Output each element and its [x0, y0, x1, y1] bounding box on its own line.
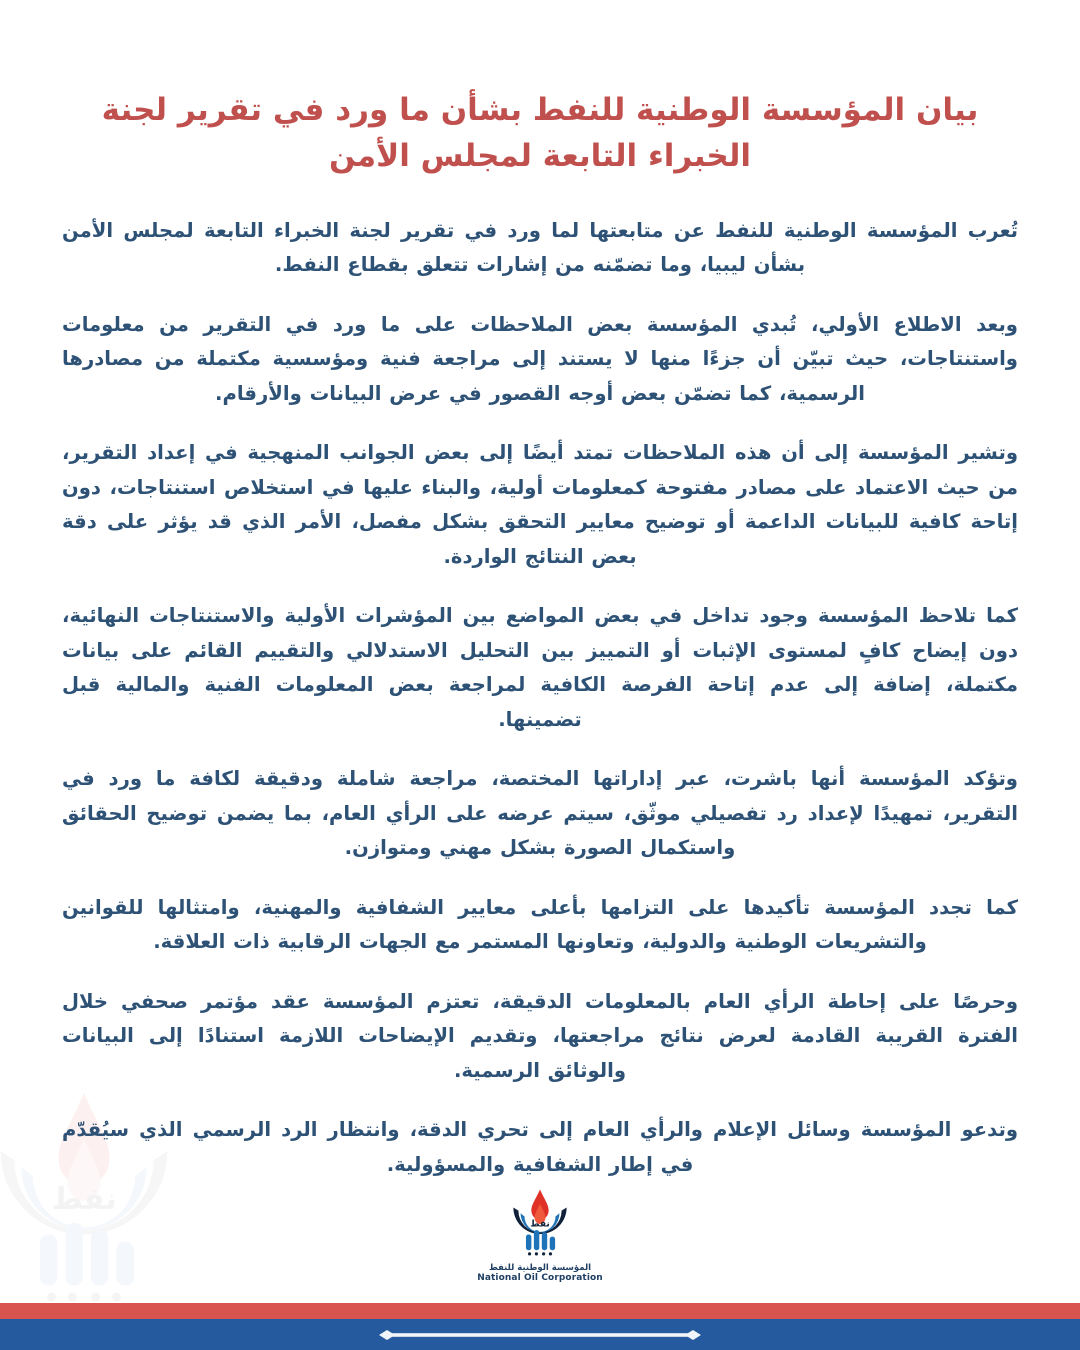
logo-caption-english: National Oil Corporation — [477, 1273, 603, 1283]
logo-caption-arabic: المؤسسة الوطنية للنفط — [488, 1263, 592, 1273]
logo-inner-glyph: نفط — [530, 1219, 550, 1230]
page-title: بيان المؤسسة الوطنية للنفط بشأن ما ورد في تقرير لجنة الخبراء التابعة لمجلس الأمن — [101, 92, 979, 174]
paragraph-3: وتشير المؤسسة إلى أن هذه الملاحظات تمتد أيضًا إلى بعض الجوانب المنهجية في إعداد التقرير، من حيث الاعتماد على مصادر مفتوحة كمعلومات أولية، والبناء عليها في استخلاص استنتاجات، دون إتاحة كافية للبيانات الداعمة أو توضيح معايير التحقق بشكل مفصل، الأمر الذي قد يؤثر على دقة بعض النتائج الواردة. — [62, 441, 1018, 568]
footer-red-stripe — [0, 1303, 1080, 1319]
paragraph-1: تُعرب المؤسسة الوطنية للنفط عن متابعتها لما ورد في تقرير لجنة الخبراء التابعة لمجلس الأمن بشأن ليبيا، وما تضمّنه من إشارات تتعلق بقطاع النفط. — [62, 219, 1018, 277]
paragraph-8: وتدعو المؤسسة وسائل الإعلام والرأي العام إلى تحري الدقة، وانتظار الرد الرسمي الذي سيُقدّم في إطار الشفافية والمسؤولية. — [62, 1118, 1018, 1176]
svg-text:نفط: نفط — [51, 1181, 117, 1217]
paragraph-6: كما تجدد المؤسسة تأكيدها على التزامها بأعلى معايير الشفافية والمهنية، وامتثالها للقوانين والتشريعات الوطنية والدولية، وتعاونها المستمر مع الجهات الرقابية ذات العلاقة. — [62, 895, 1018, 954]
paragraph-5: وتؤكد المؤسسة أنها باشرت، عبر إداراتها المختصة، مراجعة شاملة ودقيقة لكافة ما ورد في التقرير، تمهيدًا لإعداد رد تفصيلي موثّق، سيتم عرضه على الرأي العام، بما يضمن توضيح الحقائق واستكمال الصورة بشكل مهني ومتوازن. — [62, 767, 1018, 860]
paragraph-7: وحرصًا على إحاطة الرأي العام بالمعلومات الدقيقة، تعتزم المؤسسة عقد مؤتمر صحفي خلال الفترة القريبة القادمة لعرض نتائج مراجعتها، وتقديم الإيضاحات اللازمة استنادًا إلى البيانات والوثائق الرسمية. — [62, 989, 1018, 1082]
footer-logo-block — [0, 1188, 1080, 1283]
national-oil-corporation-logo-icon — [501, 1188, 579, 1260]
footer-double-arrow-divider-icon — [371, 1330, 709, 1340]
statement-body — [62, 214, 1018, 1182]
paragraph-2: وبعد الاطلاع الأولي، تُبدي المؤسسة بعض الملاحظات على ما ورد في التقرير من معلومات واستنتاجات، حيث تبيّن أن جزءًا منها لا يستند إلى مراجعة فنية ومؤسسية مكتملة من مصادرها الرسمية، كما تضمّن بعض أوجه القصور في عرض البيانات والأرقام. — [62, 312, 1018, 405]
paragraph-4: كما تلاحظ المؤسسة وجود تداخل في بعض المواضع بين المؤشرات الأولية والاستنتاجات النهائية، دون إيضاح كافٍ لمستوى الإثبات أو التمييز بين التحليل الاستدلالي والتقييم القائم على بيانات مكتملة، إضافة إلى عدم إتاحة الفرصة الكافية لمراجعة بعض المعلومات الفنية والمالية قبل تضمينها. — [62, 604, 1018, 731]
